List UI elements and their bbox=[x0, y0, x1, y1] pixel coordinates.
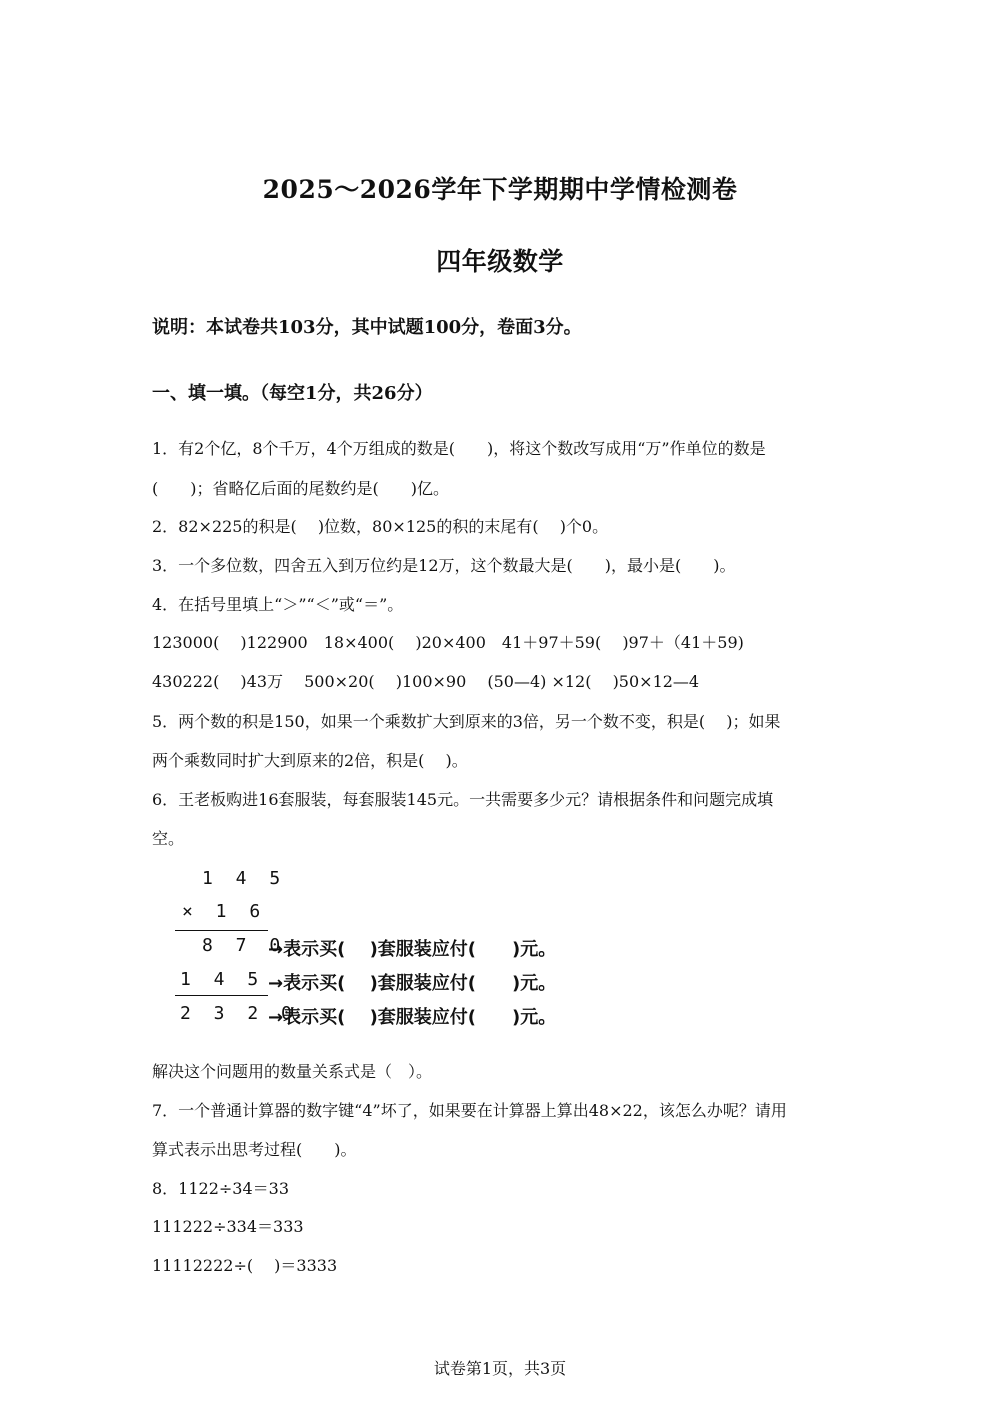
question-line: 两个乘数同时扩大到原来的2倍，积是( )。 bbox=[152, 751, 468, 770]
calc-rule bbox=[175, 995, 268, 996]
question-line: 6．王老板购进16套服装，每套服装145元。一共需要多少元？请根据条件和问题完成填 bbox=[152, 790, 774, 809]
question-line: 430222( )43万 500×20( )100×90 (50—4) ×12( )50×12—4 bbox=[152, 672, 700, 691]
question-line: 算式表示出思考过程( )。 bbox=[152, 1140, 357, 1159]
section-heading: 一、填一填。（每空1分，共26分） bbox=[152, 383, 433, 404]
calc-row: 1 4 5 bbox=[202, 868, 287, 889]
calc-row: × 1 6 bbox=[182, 901, 267, 922]
question-line: 1．有2个亿，8个千万，4个万组成的数是( )，将这个数改写成用“万”作单位的数是 bbox=[152, 439, 766, 458]
calc-row: 1 4 5 bbox=[180, 969, 265, 990]
calc-rule bbox=[175, 930, 268, 931]
question-line: 4．在括号里填上“＞”“＜”或“＝”。 bbox=[152, 595, 404, 614]
question-line: 111222÷334＝333 bbox=[152, 1217, 304, 1236]
question-line: 123000( )122900 18×400( )20×400 41＋97＋59( )97＋（41＋59) bbox=[152, 633, 744, 652]
calc-row: 2 3 2 0 bbox=[180, 1003, 298, 1024]
exam-note: 说明：本试卷共103分，其中试题100分，卷面3分。 bbox=[152, 317, 582, 338]
question-line: 3．一个多位数，四舍五入到万位约是12万，这个数最大是( )，最小是( )。 bbox=[152, 556, 736, 575]
calc-row: 8 7 0 bbox=[202, 935, 287, 956]
question-line: 7．一个普通计算器的数字键“4”坏了，如果要在计算器上算出48×22，该怎么办呢？请用 bbox=[152, 1101, 787, 1120]
calc-note: →表示买( )套服装应付( )元。 bbox=[268, 1007, 557, 1028]
question-line: ( )；省略亿后面的尾数约是( )亿。 bbox=[152, 479, 449, 498]
exam-title: 2025～2026学年下学期期中学情检测卷 bbox=[262, 175, 738, 204]
question-line: 2．82×225的积是( )位数，80×125的积的末尾有( )个0。 bbox=[152, 517, 609, 536]
calc-note: →表示买( )套服装应付( )元。 bbox=[268, 939, 557, 960]
question-line: 8．1122÷34＝33 bbox=[152, 1179, 290, 1198]
question-line: 空。 bbox=[152, 829, 185, 848]
question-line: 5．两个数的积是150，如果一个乘数扩大到原来的3倍，另一个数不变，积是( )；如果 bbox=[152, 712, 781, 731]
page-footer: 试卷第1页，共3页 bbox=[433, 1359, 567, 1378]
question-line: 解决这个问题用的数量关系式是（ ）。 bbox=[152, 1062, 433, 1081]
calc-note: →表示买( )套服装应付( )元。 bbox=[268, 973, 557, 994]
exam-subtitle: 四年级数学 bbox=[436, 247, 564, 276]
question-line: 11112222÷( )＝3333 bbox=[152, 1256, 338, 1275]
